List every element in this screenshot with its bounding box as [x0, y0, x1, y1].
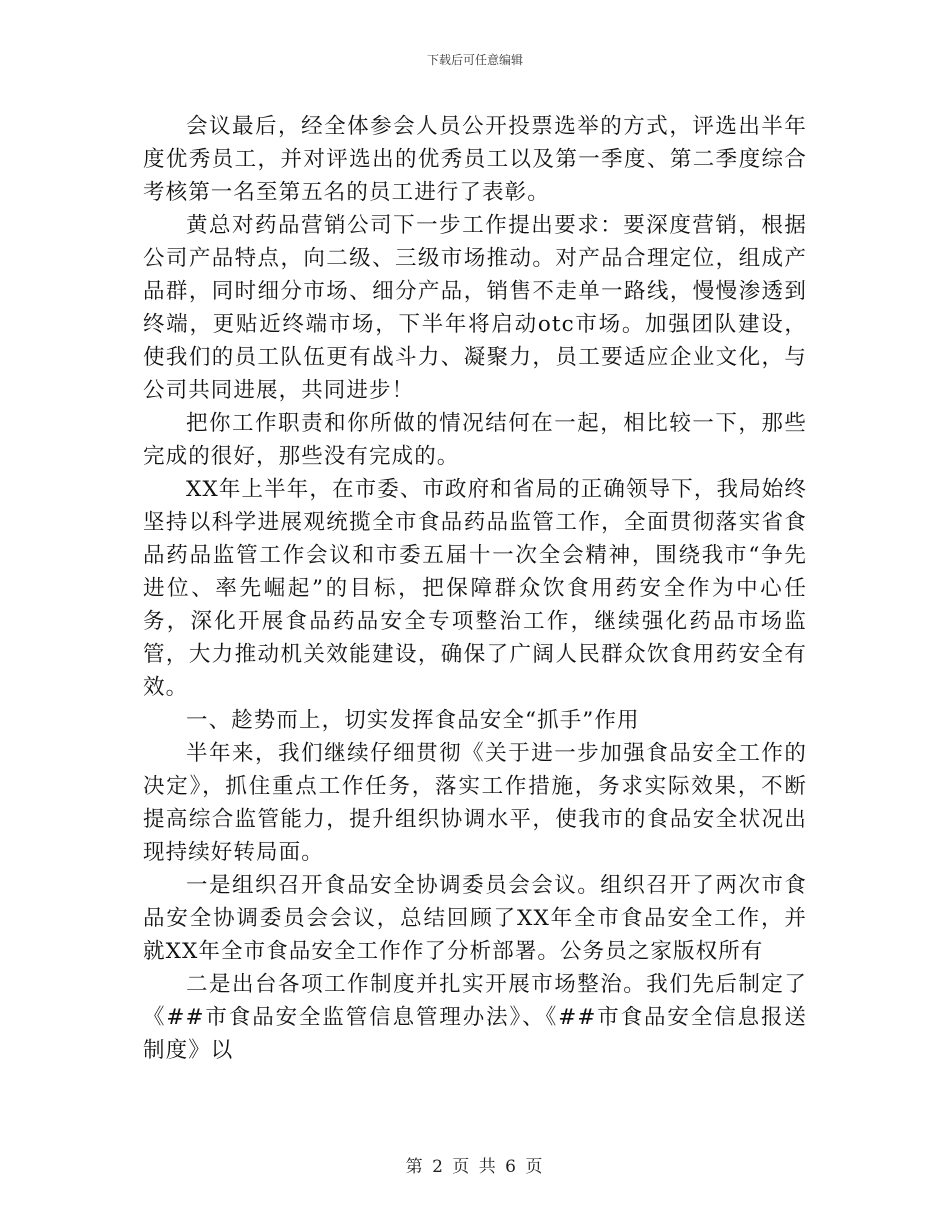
paragraph-coordination-meeting: 一是组织召开食品安全协调委员会会议。组织召开了两次市食品安全协调委员会会议，总结回顾了XX年全市食品安全工作，并就XX年全市食品安全工作作了分析部署。公务员之家版权所有 — [143, 873, 807, 964]
paragraph-half-year-overview: XX年上半年，在市委、市政府和省局的正确领导下，我局始终坚持以科学进展观统揽全市食品药品监管工作，全面贯彻落实省食品药品监管工作会议和市委五届十一次全会精神，围绕我市“争先进位、率先崛起”的目标，把保障群众饮食用药安全作为中心任务，深化开展食品药品安全专项整治工作，继续强化药品市场监管，大力推动机关效能建设，确保了广阔人民群众饮食用药安全有效。 — [143, 477, 807, 700]
paragraph-comparison: 把你工作职责和你所做的情况结何在一起，相比较一下，那些完成的很好，那些没有完成的。 — [143, 411, 807, 469]
section-heading-food-safety: 一、趁势而上，切实发挥食品安全“抓手”作用 — [186, 708, 640, 733]
document-body — [143, 110, 807, 1067]
paragraph-work-systems: 二是出台各项工作制度并扎实开展市场整治。我们先后制定了《##市食品安全监管信息管理办法》、《##市食品安全信息报送制度》以 — [143, 972, 807, 1063]
page-header-note: 下载后可任意编辑 — [426, 53, 523, 67]
paragraph-food-safety-decision: 半年来，我们继续仔细贯彻《关于进一步加强食品安全工作的决定》，抓住重点工作任务，落实工作措施，务求实际效果，不断提高综合监管能力，提升组织协调水平，使我市的食品安全状况出现持续好转局面。 — [143, 741, 807, 865]
page-number-footer: 第 2 页 共 6 页 — [405, 1157, 545, 1177]
paragraph-requirements: 黄总对药品营销公司下一步工作提出要求：要深度营销，根据公司产品特点，向二级、三级市场推动。对产品合理定位，组成产品群，同时细分市场、细分产品，销售不走单一路线，慢慢渗透到终端，更贴近终端市场，下半年将启动otc市场。加强团队建设，使我们的员工队伍更有战斗力、凝聚力，员工要适应企业文化，与公司共同进展，共同进步！ — [143, 213, 807, 403]
paragraph-meeting-summary: 会议最后，经全体参会人员公开投票选举的方式，评选出半年度优秀员工，并对评选出的优秀员工以及第一季度、第二季度综合考核第一名至第五名的员工进行了表彰。 — [143, 114, 807, 205]
